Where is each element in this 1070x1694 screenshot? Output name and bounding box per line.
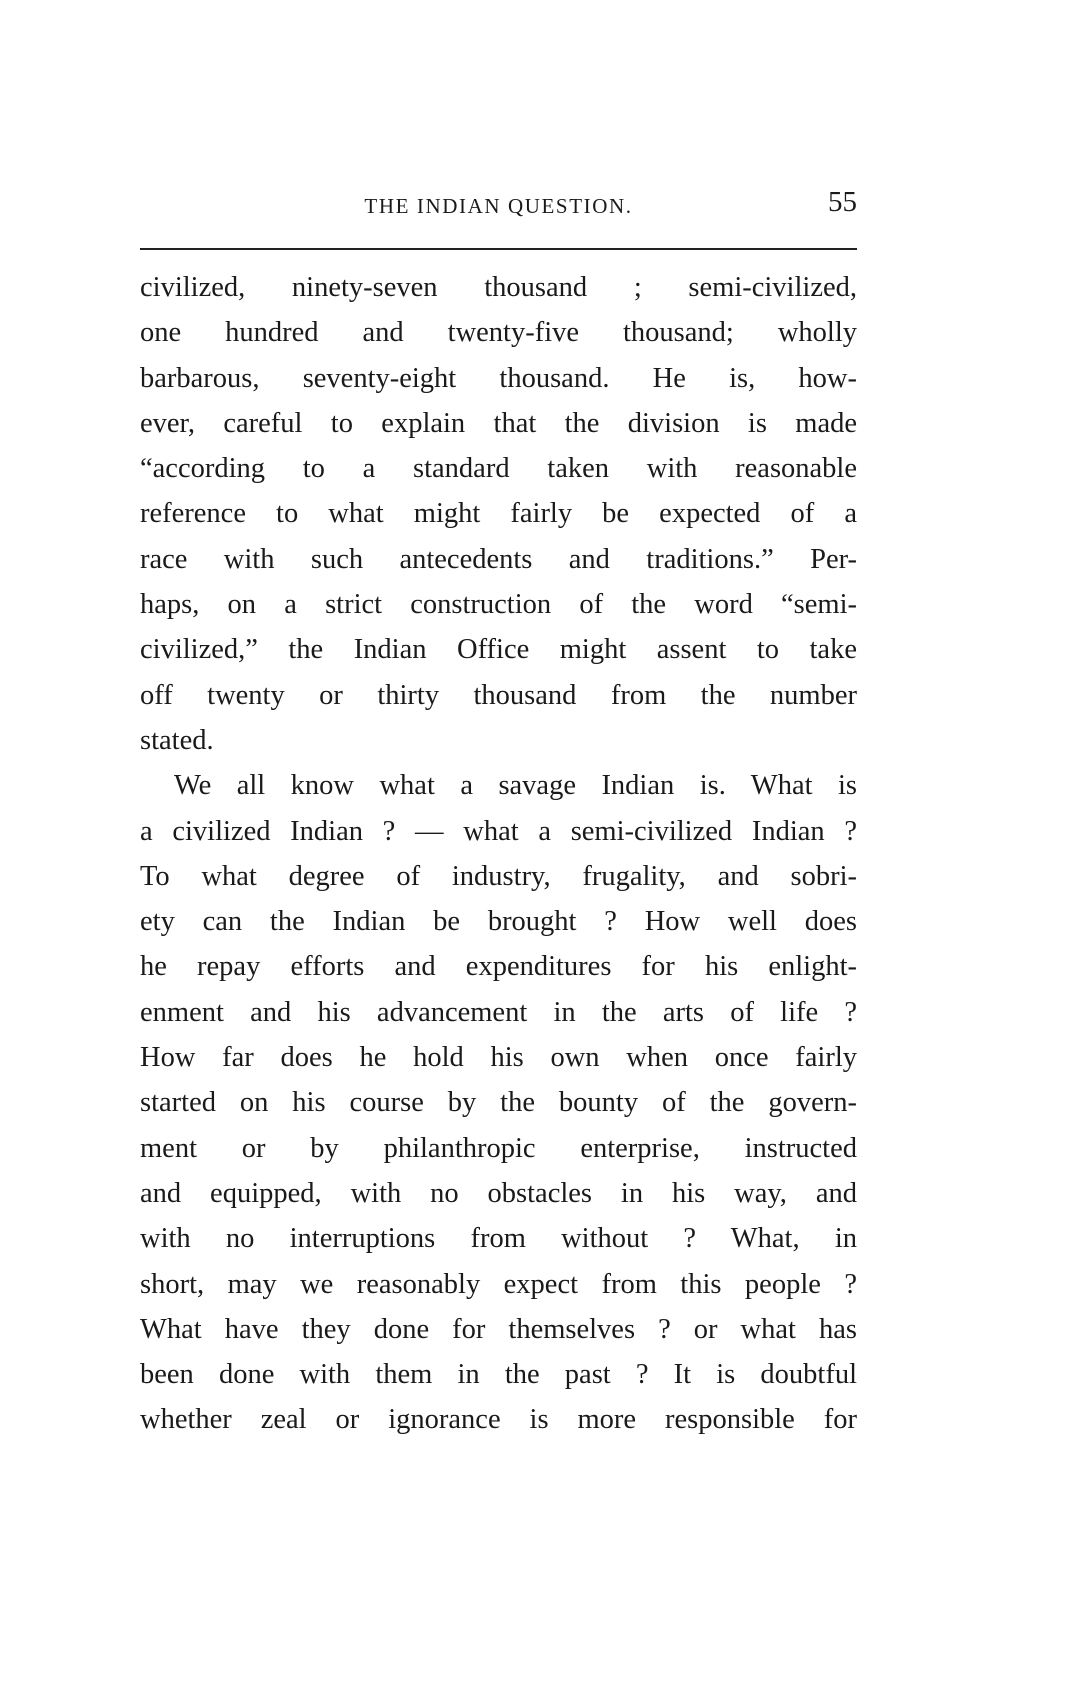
body-text	[140, 265, 857, 1443]
text-line: ety can the Indian be brought ? How well does	[140, 906, 857, 938]
text-line: race with such antecedents and traditions.” Per-	[140, 543, 857, 575]
text-line: whether zeal or ignorance is more responsible for	[140, 1404, 857, 1436]
text-line: barbarous, seventy-eight thousand. He is, how-	[140, 362, 857, 394]
text-line: one hundred and twenty-five thousand; wholly	[140, 317, 857, 349]
text-line: civilized,” the Indian Office might assent to take	[140, 634, 857, 666]
text-line: off twenty or thirty thousand from the number	[140, 679, 857, 711]
text-line: To what degree of industry, frugality, and sobri-	[140, 860, 857, 892]
text-line: How far does he hold his own when once fairly	[140, 1042, 857, 1074]
text-line: enment and his advancement in the arts of life ?	[140, 996, 857, 1028]
text-line: short, may we reasonably expect from this people ?	[140, 1268, 857, 1300]
text-line: What have they done for themselves ? or what has	[140, 1313, 857, 1345]
text-line: reference to what might fairly be expected of a	[140, 498, 857, 530]
text-line: and equipped, with no obstacles in his way, and	[140, 1177, 857, 1209]
paragraph-2	[140, 763, 857, 1442]
text-line: he repay efforts and expenditures for his enlight-	[140, 951, 857, 983]
running-head	[140, 186, 857, 226]
text-line: with no interruptions from without ? What, in	[140, 1223, 857, 1255]
text-line: started on his course by the bounty of the govern-	[140, 1087, 857, 1119]
paragraph-1	[140, 265, 857, 763]
text-line: been done with them in the past ? It is doubtful	[140, 1359, 857, 1391]
page-number: 55	[828, 186, 857, 218]
text-line: civilized, ninety-seven thousand ; semi-civilized,	[140, 272, 857, 303]
text-line: haps, on a strict construction of the word “semi-	[140, 589, 857, 621]
text-line: a civilized Indian ? — what a semi-civilized Indian ?	[140, 815, 857, 847]
text-line: We all know what a savage Indian is. What is	[174, 770, 857, 802]
text-line: “according to a standard taken with reasonable	[140, 453, 857, 485]
running-title: THE INDIAN QUESTION.	[364, 194, 633, 218]
text-line: ever, careful to explain that the division is made	[140, 407, 857, 439]
text-line: ment or by philanthropic enterprise, instructed	[140, 1132, 857, 1164]
text-line: stated.	[140, 724, 214, 756]
header-rule	[140, 248, 857, 250]
